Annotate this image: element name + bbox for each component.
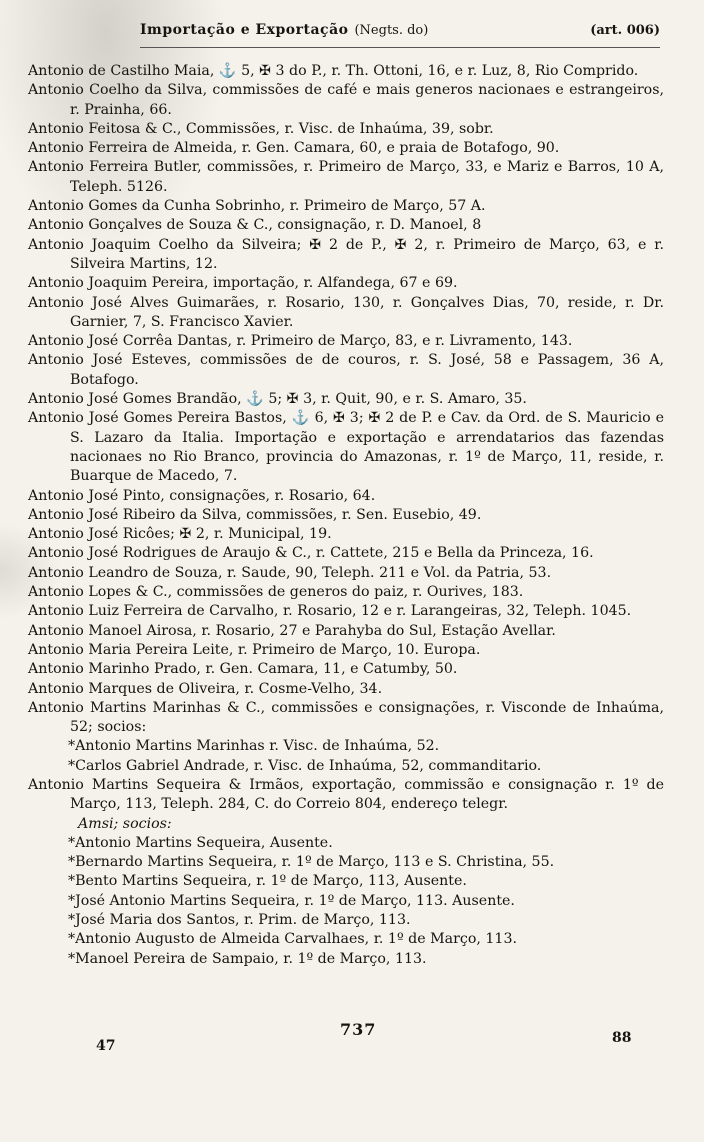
partner-entry: *Antonio Augusto de Almeida Carvalhaes, r. 1º de Março, 113. [68, 931, 517, 948]
page-footer [0, 1018, 704, 1058]
directory-entry: Antonio Joaquim Pereira, importação, r. Alfandega, 67 e 69. [28, 275, 458, 292]
partner-entry: *Carlos Gabriel Andrade, r. Visc. de Inhaúma, 52, commanditario. [68, 757, 542, 774]
directory-entries [28, 62, 664, 969]
directory-entry: Antonio Leandro de Souza, r. Saude, 90, Teleph. 211 e Vol. da Patria, 53. [28, 564, 552, 581]
directory-entry: Antonio Martins Marinhas & C., commissões e consignações, r. Visconde de Inhaúma, 52; socios: [28, 699, 664, 736]
directory-entry: Antonio Martins Sequeira & Irmãos, exportação, commissão e consignação r. 1º de Março, 113, Teleph. 284, C. do Correio 804, endereço telegr. [28, 776, 664, 813]
partner-entry: *José Maria dos Santos, r. Prim. de Março, 113. [68, 912, 411, 929]
directory-entry: Antonio José Alves Guimarães, r. Rosario, 130, r. Gonçalves Dias, 70, reside, r. Dr. Garnier, 7, S. Francisco Xavier. [28, 294, 664, 330]
header-rule [140, 47, 660, 48]
footer-right-number: 88 [612, 1030, 632, 1046]
header-subtitle: (Negts. do) [354, 23, 429, 38]
telegraph-code: Amsi; socios: [78, 815, 172, 832]
partner-entry: *Antonio Martins Sequeira, Ausente. [68, 834, 333, 851]
directory-entry: Antonio José Gomes Pereira Bastos, ⚓ 6, ✠ 3; ✠ 2 de P. e Cav. da Ord. de S. Mauricio e S. Lazaro da Italia. Importação e exportação e arrendatarios das fazendas nacionaes no Rio Branco, provincia do Amazonas, r. 1º de Março, 11, reside, r. Buarque de Macedo, 7. [28, 410, 664, 485]
directory-entry: Antonio Marinho Prado, r. Gen. Camara, 11, e Catumby, 50. [28, 661, 458, 678]
directory-entry: Antonio José Gomes Brandão, ⚓ 5; ✠ 3, r. Quit, 90, e r. S. Amaro, 35. [28, 391, 527, 408]
directory-entry: Antonio Maria Pereira Leite, r. Primeiro de Março, 10. Europa. [28, 641, 481, 658]
directory-entry: Antonio Lopes & C., commissões de generos do paiz, r. Ourives, 183. [28, 584, 524, 601]
partner-entry: *José Antonio Martins Sequeira, r. 1º de Março, 113. Ausente. [68, 892, 515, 909]
directory-entry: Antonio Joaquim Coelho da Silveira; ✠ 2 de P., ✠ 2, r. Primeiro de Março, 63, e r. Silveira Martins, 12. [28, 236, 664, 272]
directory-entry: Antonio Coelho da Silva, commissões de café e mais generos nacionaes e estrangeiros, r. Prainha, 66. [28, 82, 664, 118]
directory-entry: Antonio Ferreira Butler, commissões, r. Primeiro de Março, 33, e Mariz e Barros, 10 A, Teleph. 5126. [28, 159, 664, 195]
running-head [140, 22, 660, 44]
partner-entry: *Antonio Martins Marinhas r. Visc. de Inhaúma, 52. [68, 738, 440, 755]
directory-entry: Antonio José Rodrigues de Araujo & C., r. Cattete, 215 e Bella da Princeza, 16. [28, 545, 594, 562]
directory-entry: Antonio Gomes da Cunha Sobrinho, r. Primeiro de Março, 57 A. [28, 198, 486, 215]
directory-entry: Antonio José Esteves, commissões de de couros, r. S. José, 58 e Passagem, 36 A, Botafogo. [28, 352, 664, 388]
directory-entry: Antonio Feitosa & C., Commissões, r. Visc. de Inhaúma, 39, sobr. [28, 120, 494, 137]
directory-entry: Antonio José Corrêa Dantas, r. Primeiro de Março, 83, e r. Livramento, 143. [28, 333, 573, 350]
partner-entry: *Manoel Pereira de Sampaio, r. 1º de Março, 113. [68, 950, 427, 967]
directory-entry: Antonio José Ribeiro da Silva, commissões, r. Sen. Eusebio, 49. [28, 506, 482, 523]
directory-entry: Antonio José Pinto, consignações, r. Rosario, 64. [28, 487, 376, 504]
header-title: Importação e Exportação [140, 22, 349, 38]
directory-entry: Antonio Ferreira de Almeida, r. Gen. Camara, 60, e praia de Botafogo, 90. [28, 140, 560, 157]
directory-entry: Antonio de Castilho Maia, ⚓ 5, ✠ 3 do P., r. Th. Ottoni, 16, e r. Luz, 8, Rio Comprido. [28, 63, 639, 79]
directory-entry: Antonio Luiz Ferreira de Carvalho, r. Rosario, 12 e r. Larangeiras, 32, Teleph. 1045. [28, 603, 632, 620]
footer-left-number: 47 [96, 1038, 116, 1054]
partner-entry: *Bernardo Martins Sequeira, r. 1º de Março, 113 e S. Christina, 55. [68, 854, 555, 871]
page-number: 737 [340, 1020, 377, 1039]
directory-entry: Antonio José Ricôes; ✠ 2, r. Municipal, 19. [28, 526, 332, 543]
header-article: (art. 006) [590, 23, 660, 38]
directory-entry: Antonio Gonçalves de Souza & C., consignação, r. D. Manoel, 8 [28, 217, 482, 234]
partner-entry: *Bento Martins Sequeira, r. 1º de Março, 113, Ausente. [68, 873, 467, 890]
directory-entry: Antonio Marques de Oliveira, r. Cosme-Velho, 34. [28, 680, 383, 697]
directory-entry: Antonio Manoel Airosa, r. Rosario, 27 e Parahyba do Sul, Estação Avellar. [28, 622, 556, 639]
